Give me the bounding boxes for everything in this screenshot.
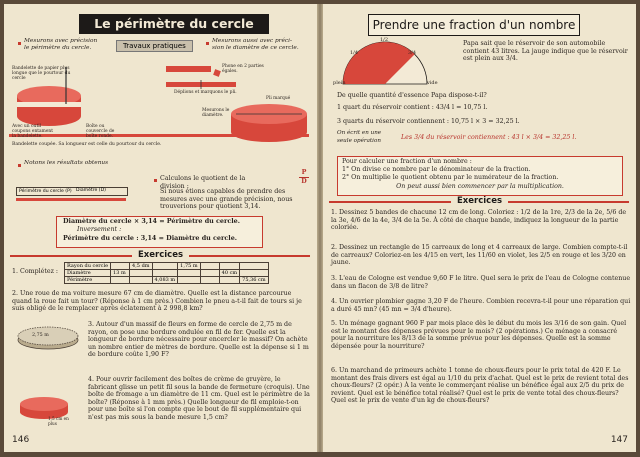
- gauge-label-plein: plein: [333, 80, 346, 86]
- line-1: 1 quart du réservoir contient : 43/4 l = 10,75 l.: [337, 104, 488, 111]
- formula-2: Périmètre du cercle : 3,14 = Diamètre du cercle.: [63, 234, 237, 242]
- table-cell: 13 m: [111, 270, 130, 277]
- table-cell: 75,36 cm: [240, 277, 268, 284]
- intro-left-1: Mesurons avec précision: [24, 38, 98, 44]
- table-cell: [152, 270, 178, 277]
- exercise-r1: 1. Dessinez 5 bandes de chacune 12 cm de long. Coloriez : 1/2 de la 1re, 2/3 de la 2e, 5/6 de la 3e, 4/6 de la 4e, 3/4 de la 5e. À côté de chaque bande, indiquez la longueur de la partie coloriée.: [331, 209, 627, 232]
- gauge-label-3-4: 3/4: [408, 50, 417, 56]
- exercices-heading: [4, 250, 317, 260]
- table-cell: 40 cm: [219, 270, 240, 277]
- fig-label-bandelette: Bandelette de papier plus longue que le pourtour du cercle: [12, 66, 71, 81]
- exercise-r4: 4. Un ouvrier plombier gagne 3,20 F de l'heure. Combien recevra-t-il pour une réparation qui a duré 45 mn? (45 mn = 3/4 d'heure).: [331, 298, 631, 313]
- fraction-den: D: [301, 178, 307, 185]
- on-ecrit-label: On écrit en une seule opération: [337, 130, 382, 144]
- exercise-2: 2. Une roue de ma voiture mesure 67 cm de diamètre. Quelle est la distance parcourue quand la roue fait un tour? (Réponse à 1 cm près.) Combien le pneu a-t-il fait de tours si je suis obligé de le remplacer après éclatement à 2 998,8 km?: [12, 290, 302, 313]
- table-cell: [200, 270, 219, 277]
- table-cell: Rayon du cercle: [65, 263, 111, 270]
- flowerbed-icon: [14, 322, 84, 352]
- page-title-right: Prendre une fraction d'un nombre: [368, 14, 580, 36]
- page-title-left: Le périmètre du cercle: [79, 14, 269, 34]
- gauge-label-1-2: 1/2: [380, 37, 389, 43]
- fraction-num: P: [301, 169, 307, 176]
- exercices-heading-right: [323, 196, 636, 206]
- fig-label-deplions: Déplions et marquons le pli.: [174, 90, 237, 95]
- bullet-icon: [154, 179, 157, 182]
- page-number-left: 146: [12, 435, 30, 445]
- page-right: [323, 4, 636, 452]
- table-cell: [219, 277, 240, 284]
- table-cell: [219, 263, 240, 270]
- table-cell: [111, 263, 130, 270]
- exercise-r3: 3. L'eau de Cologne est vendue 9,60 F le litre. Quel sera le prix de l'eau de Cologne contenue dans un flacon de 3/8 de litre?: [331, 275, 631, 290]
- precision-text: Si nous étions capables de prendre des mesures avec une grande précision, nous trouverions pour quotient 3,14.: [160, 188, 293, 211]
- table-cell: 1,75 m: [178, 263, 200, 270]
- intro-right-2: sion le diamètre de ce cercle.: [212, 45, 299, 51]
- exercices-heading-right-text: Exercices: [451, 196, 508, 206]
- exercices-heading-text: Exercices: [132, 250, 189, 260]
- exercise-table: [64, 262, 269, 284]
- table-cell: [111, 277, 130, 284]
- rule-title: Pour calculer une fraction d'un nombre :: [342, 158, 472, 165]
- table-cell: [200, 277, 219, 284]
- notons-label: Notons les résultats obtenus: [24, 160, 109, 166]
- exercise-r6: 6. Un marchand de primeurs achète 1 tonne de choux-fleurs pour le prix total de 420 F. Le montant des frais divers est égal au 1/10 du prix d'achat. Quel est le prix de revient total des choux-fleurs? (2 opér.) À la vente le commerçant réalise un bénéfice égal aux 2/5 du prix de revient. Quel est le bénéfice total réalisé? Quel est le prix de vente total des choux-fleurs? Quel est le prix de vente d'un kg de choux-fleurs?: [331, 367, 629, 405]
- fig-label-pli: Pli marqué: [266, 96, 291, 101]
- table-row: [65, 263, 269, 270]
- table-cell: [240, 263, 268, 270]
- result-strip-2: [76, 187, 126, 194]
- main-formula: Les 3/4 du réservoir contiennent : 43 l × 3/4 = 32,25 l.: [401, 134, 577, 141]
- exercise-r2: 2. Dessinez un rectangle de 15 carreaux de long et 4 carreaux de large. Combien compte-t-il de carreaux? Coloriez-en les 4/15 en vert, les 11/60 en violet, les 2/5 en rouge et les 3/20 en jaune.: [331, 244, 628, 267]
- intro-text: Papa sait que le réservoir de son automobile contient 43 litres. La jauge indique que le réservoir est plein aux 3/4.: [463, 40, 628, 63]
- exercise-3: 3. Autour d'un massif de fleurs en forme de cercle de 2,75 m de rayon, on pose une bordure ondulée en fil de fer. Quelle est la longueur de bordure nécessaire pour encercler le massif? On achète un nombre entier de mètres de bordure. Quelle est la dépense si 1 m de bordure coûte 1,90 F?: [88, 321, 309, 359]
- rule-1: 1° On divise ce nombre par le dénominateur de la fraction.: [342, 166, 531, 173]
- fig-label-boite: Boîte ou couvercle de boîte ronde.: [86, 124, 115, 139]
- inversement-label: Inversement :: [77, 226, 122, 233]
- table-cell: [178, 270, 200, 277]
- rule-2: 2° On multiplie le quotient obtenu par le numérateur de la fraction.: [342, 174, 559, 181]
- table-row: [65, 270, 269, 277]
- formula-1: Diamètre du cercle × 3,14 = Périmètre du cercle.: [63, 217, 240, 225]
- flowerbed-label: 2,75 m: [32, 333, 49, 338]
- calc-text: Calculons le quotient de la division :: [160, 175, 246, 190]
- table-cell: [130, 270, 152, 277]
- question-text: De quelle quantité d'essence Papa dispose-t-il?: [337, 92, 487, 99]
- bullet-icon: [18, 42, 21, 45]
- intro-left-2: le périmètre du cercle.: [24, 45, 92, 51]
- gauge-label-vide: vide: [427, 80, 438, 86]
- page-left: [4, 4, 317, 452]
- result-strip-2-label: Diamètre (D): [76, 188, 106, 193]
- table-cell: Périmètre: [65, 277, 111, 284]
- cheese-box-label: 1,5 cm en plus: [48, 416, 69, 426]
- gauge-label-1-4: 1/4: [350, 50, 359, 56]
- exercise-r5: 5. Un ménage gagnant 960 F par mois place dès le début du mois les 3/16 de son gain. Quel est le montant des dépenses prévues pour le mois? (2 opérations.) Ce ménage a consacré pour la nourriture les 8/13 de la somme prévue pour les dépenses. Quelle est la somme dépensée pour la nourriture?: [331, 320, 627, 350]
- table-cell: [152, 263, 178, 270]
- exercise-4: 4. Pour ouvrir facilement des boîtes de crème de gruyère, le fabricant glisse un petit fil sous la bande de fermeture (croquis). Une boîte de fromage a un diamètre de 11 cm. Quel est le périmètre de la boîte? (Réponse à 1 mm près.) Quelle longueur de fil emploie-t-on pour une boîte si l'on compte que le bout de fil supplémentaire qui n'est pas mis sous la bande mesure 1,5 cm?: [88, 376, 310, 421]
- fig-label-clou: Avec un outil coupons entament la bandelette.: [12, 124, 54, 139]
- fig-label-mesurons: Mesurons le diamètre.: [202, 108, 230, 118]
- result-strip-1-label: Périmètre du cercle (P): [19, 189, 72, 194]
- table-cell: [130, 277, 152, 284]
- line-2: 3 quarts du réservoir contiennent : 10,75 l × 3 = 32,25 l.: [337, 118, 520, 125]
- rule-3: On peut aussi bien commencer par la multiplication.: [396, 183, 564, 190]
- fig-label-phone: Phone en 2 parties égales.: [222, 64, 264, 74]
- ex1-label: 1. Complétez :: [12, 268, 59, 275]
- result-strip-bar: [16, 198, 126, 201]
- table-row: [65, 277, 269, 284]
- formula-box: [56, 216, 263, 248]
- bullet-icon: [206, 42, 209, 45]
- bullet-icon: [18, 164, 21, 167]
- figure-caption: Bandelette coupée. Sa longueur est celle du pourtour du cercle.: [12, 142, 162, 147]
- table-cell: 4,083 m: [152, 277, 178, 284]
- table-cell: [178, 277, 200, 284]
- table-cell: [200, 263, 219, 270]
- rule-box: [337, 156, 623, 196]
- practical-label: Travaux pratiques: [116, 40, 193, 52]
- table-cell: Diamètre: [65, 270, 111, 277]
- intro-right-1: Mesurons aussi avec préci-: [212, 38, 292, 44]
- table-cell: 4,5 dm: [130, 263, 152, 270]
- page-number-right: 147: [610, 435, 628, 445]
- table-cell: [240, 270, 268, 277]
